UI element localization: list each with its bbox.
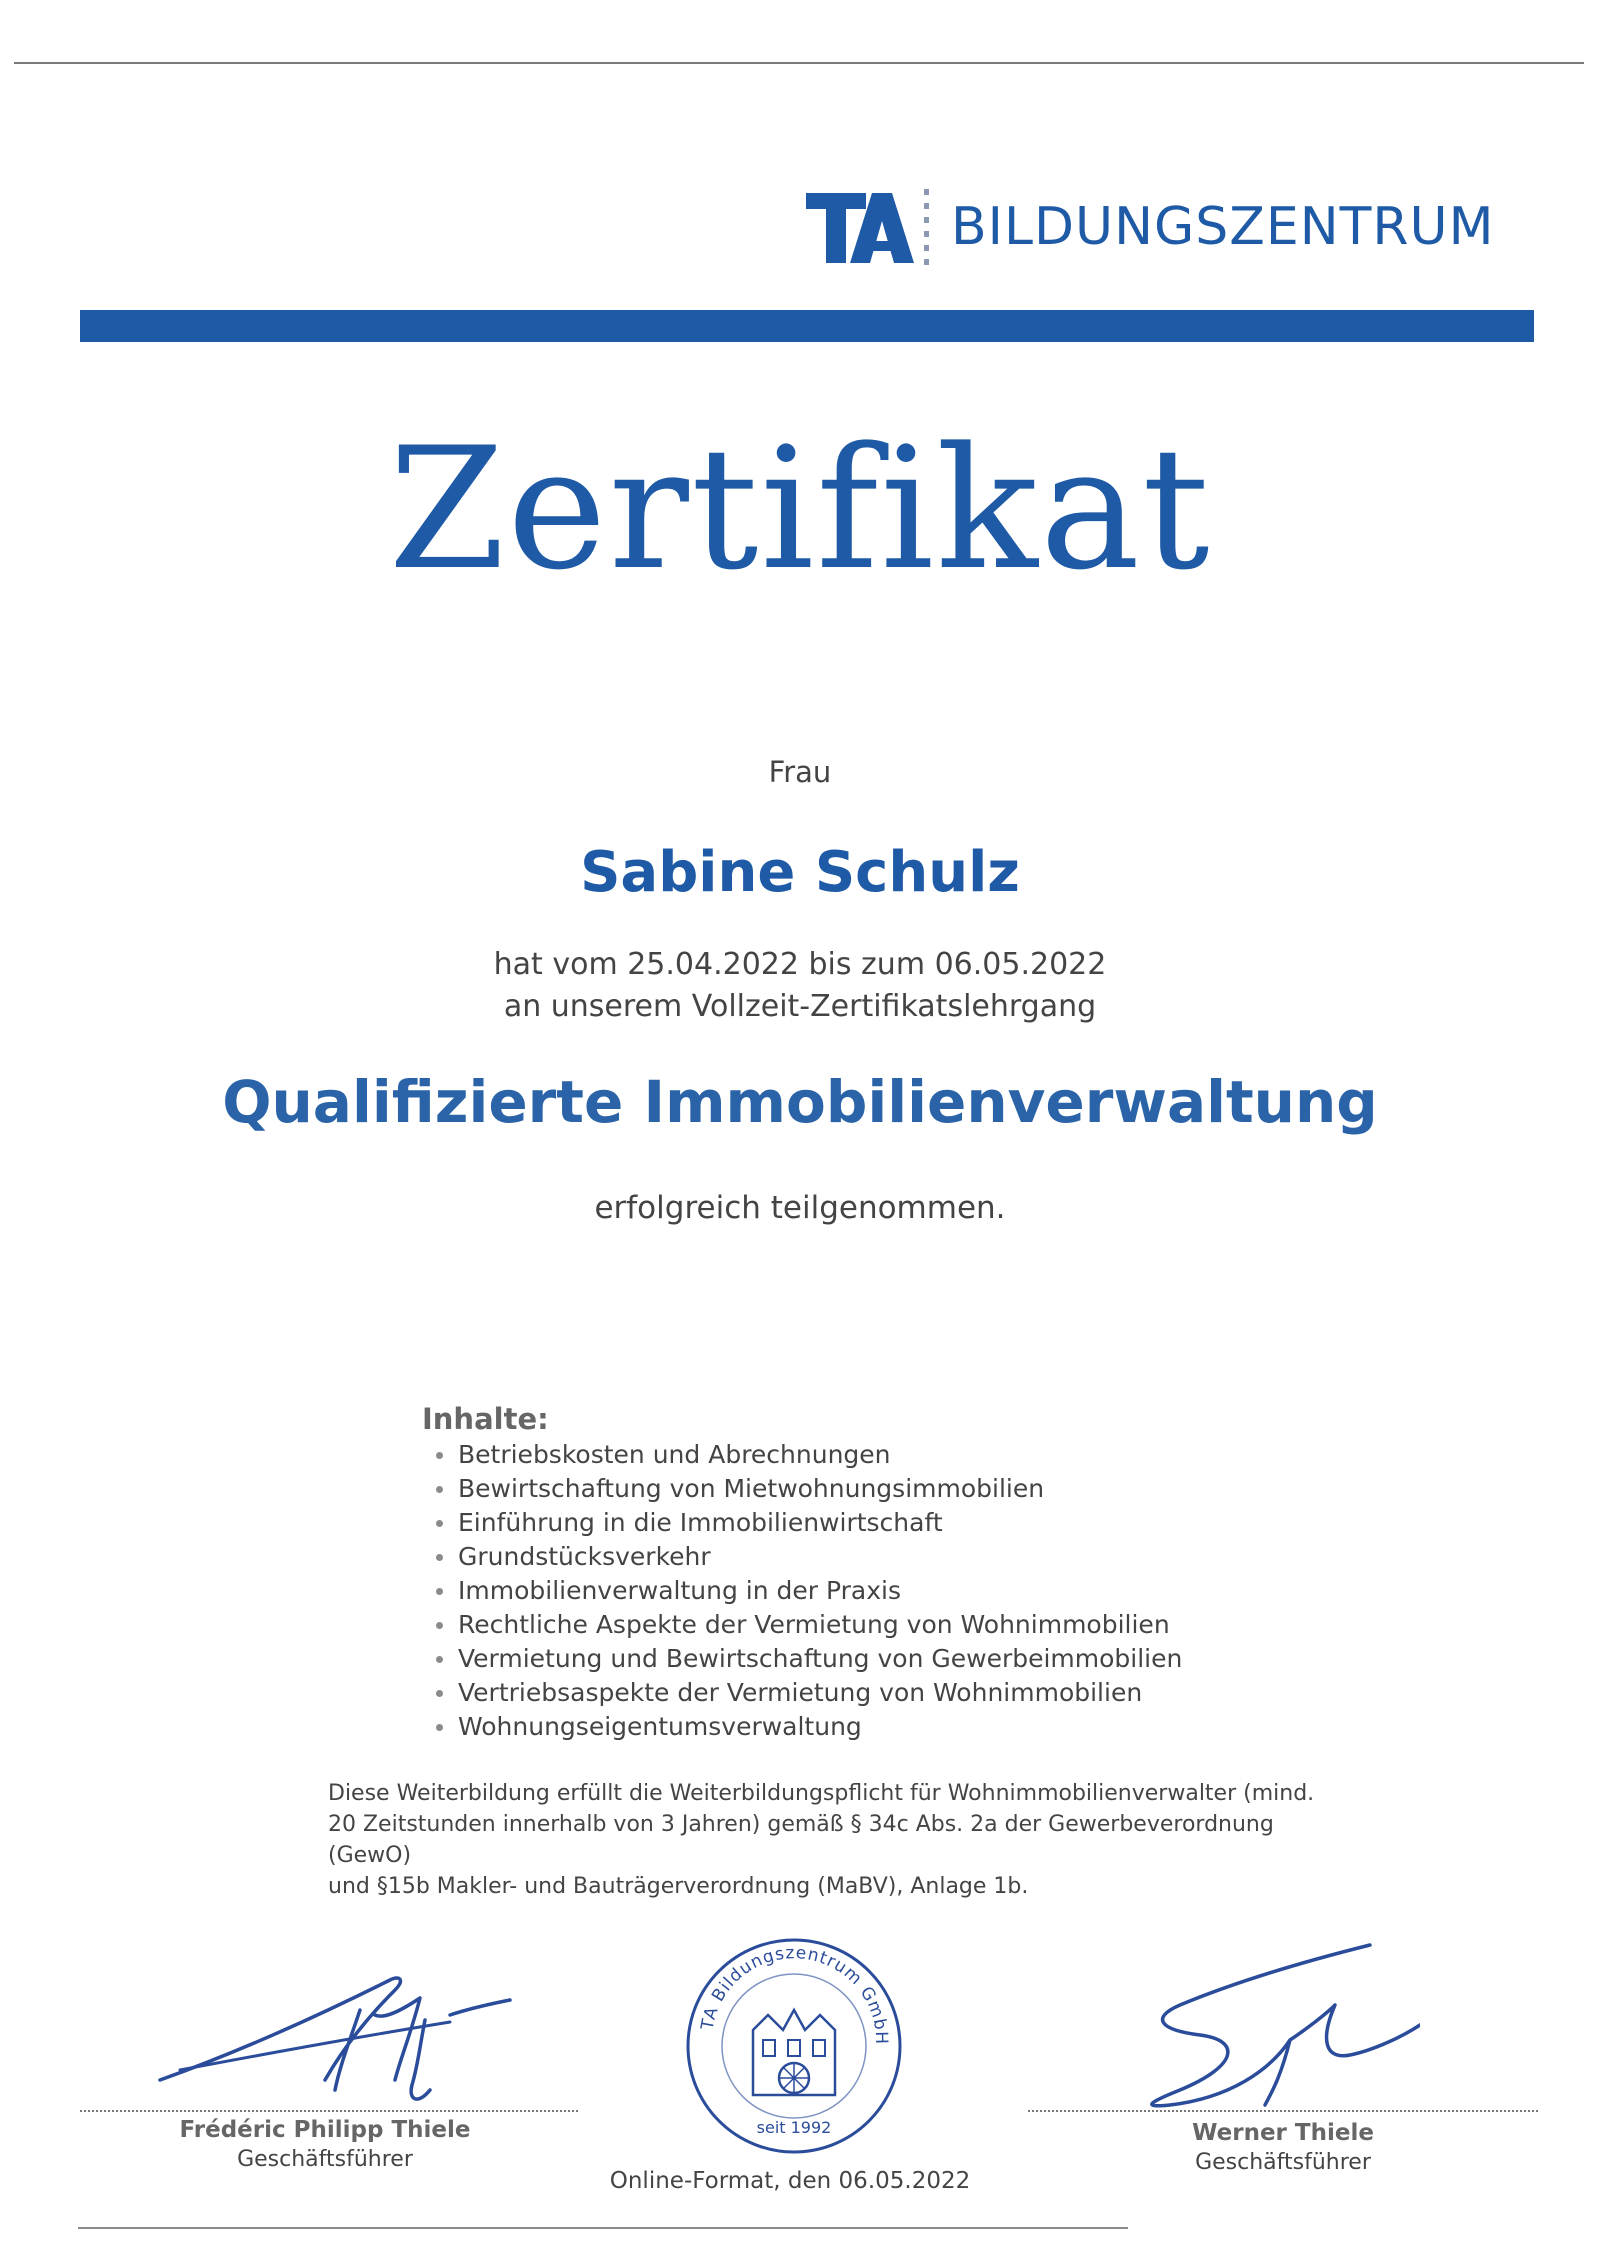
course-title: Qualifizierte Immobilienverwaltung — [222, 1068, 1378, 1136]
signature-right-icon — [1120, 1930, 1420, 2130]
recipient-salutation: Frau — [768, 755, 832, 789]
list-item: Vertriebsaspekte der Vermietung von Wohnimmobilien — [422, 1676, 1322, 1710]
ta-logo-mark-icon — [806, 183, 946, 273]
signatory-left-role: Geschäftsführer — [237, 2147, 413, 2172]
svg-text:TA Bildungszentrum GmbH — [697, 1943, 891, 2045]
course-contents — [422, 1402, 1322, 1744]
signatory-right-name: Werner Thiele — [1192, 2120, 1374, 2146]
period-dates: hat vom 25.04.2022 bis zum 06.05.2022 — [493, 947, 1107, 982]
legal-line: 20 Zeitstunden innerhalb von 3 Jahren) gemäß § 34c Abs. 2a der Gewerbeverordnung (GewO) — [328, 1812, 1274, 1868]
signatory-left-name: Frédéric Philipp Thiele — [179, 2117, 471, 2143]
list-item: Vermietung und Bewirtschaftung von Gewerbeimmobilien — [422, 1642, 1322, 1676]
course-period — [0, 944, 1600, 1028]
certificate-title: Zertifikat — [388, 411, 1212, 607]
list-item: Grundstücksverkehr — [422, 1540, 1322, 1574]
list-item: Rechtliche Aspekte der Vermietung von Wohnimmobilien — [422, 1608, 1322, 1642]
ta-logo — [806, 183, 1495, 273]
seal-since: seit 1992 — [756, 2118, 832, 2137]
svg-text:TA: TA — [854, 183, 856, 184]
header-band — [80, 310, 1534, 342]
success-line: erfolgreich teilgenommen. — [594, 1190, 1006, 1226]
list-item: Einführung in die Immobilienwirtschaft — [422, 1506, 1322, 1540]
signature-left-icon — [150, 1960, 530, 2130]
contents-list — [422, 1438, 1322, 1744]
list-item: Wohnungseigentumsverwaltung — [422, 1710, 1322, 1744]
signature-line-left — [80, 2110, 578, 2112]
place-and-date: Online-Format, den 06.05.2022 — [609, 2168, 971, 2194]
seal-icon — [683, 1935, 905, 2157]
period-course-type: an unserem Vollzeit-Zertifikatslehrgang — [503, 989, 1097, 1024]
legal-line: und §15b Makler- und Bauträgerverordnung (MaBV), Anlage 1b. — [328, 1874, 1029, 1899]
legal-notice — [328, 1778, 1328, 1902]
bottom-rule — [78, 2227, 1128, 2229]
contents-heading: Inhalte: — [422, 1402, 549, 1436]
legal-line: Diese Weiterbildung erfüllt die Weiterbildungspflicht für Wohnimmobilienverwalter (mind. — [328, 1781, 1315, 1806]
list-item: Bewirtschaftung von Mietwohnungsimmobilien — [422, 1472, 1322, 1506]
signatory-right-role: Geschäftsführer — [1195, 2150, 1371, 2175]
list-item: Betriebskosten und Abrechnungen — [422, 1438, 1322, 1472]
seal-ring-text: TA Bildungszentrum GmbH — [697, 1943, 892, 2046]
company-seal — [683, 1935, 905, 2157]
top-rule — [14, 62, 1584, 64]
logo-wordmark: BILDUNGSZENTRUM — [951, 197, 1495, 257]
list-item: Immobilienverwaltung in der Praxis — [422, 1574, 1322, 1608]
recipient-name: Sabine Schulz — [580, 840, 1020, 905]
signature-line-right — [1028, 2110, 1538, 2112]
